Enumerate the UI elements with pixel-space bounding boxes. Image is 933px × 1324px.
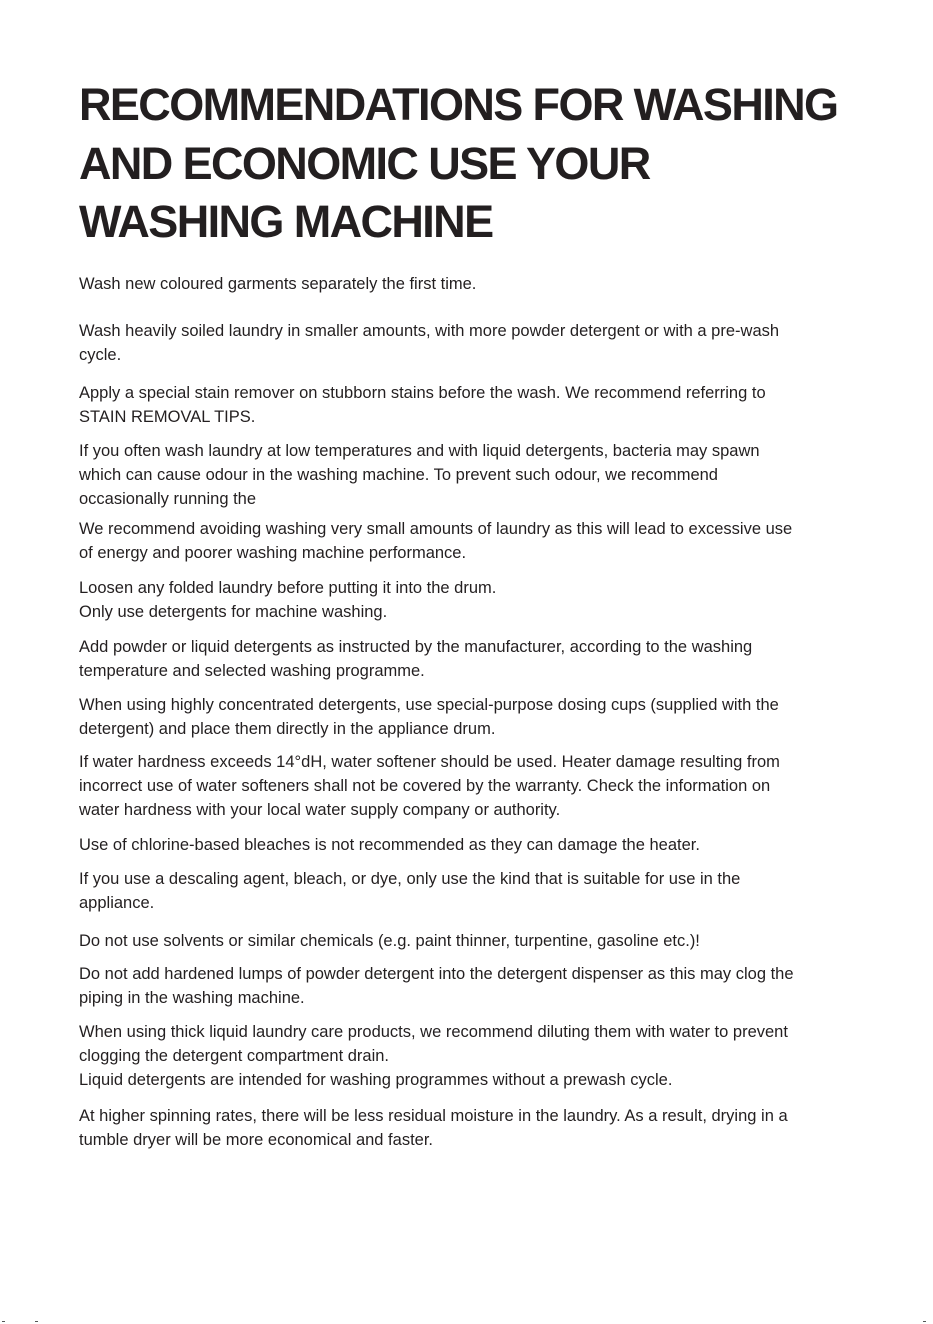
- text-line: Add powder or liquid detergents as instructed by the manufacturer, according to the washing: [79, 638, 753, 656]
- text-line: occasionally running the: [79, 490, 257, 508]
- paragraph-low-temperatures: [79, 439, 869, 511]
- text-line: Use of chlorine-based bleaches is not recommended as they can damage the heater.: [79, 836, 700, 854]
- text-line: tumble dryer will be more economical and faster.: [79, 1131, 433, 1149]
- text-line: Loosen any folded laundry before putting it into the drum.: [79, 579, 497, 597]
- text-line: water hardness with your local water supply company or authority.: [79, 801, 561, 819]
- text-line: At higher spinning rates, there will be less residual moisture in the laundry. As a result, drying in a: [79, 1107, 788, 1125]
- text-line: appliance.: [79, 894, 155, 912]
- text-line: STAIN REMOVAL TIPS.: [79, 408, 256, 426]
- text-line: If you use a descaling agent, bleach, or dye, only use the kind that is suitable for use in the: [79, 870, 741, 888]
- crop-mark-right: [923, 1321, 926, 1322]
- text-line: Wash new coloured garments separately the first time.: [79, 275, 477, 293]
- text-line: temperature and selected washing programme.: [79, 662, 425, 680]
- text-line: piping in the washing machine.: [79, 989, 305, 1007]
- text-line: Only use detergents for machine washing.: [79, 603, 388, 621]
- paragraph-descaling-agent: [79, 867, 869, 915]
- text-line: cycle.: [79, 346, 122, 364]
- text-line: When using highly concentrated detergents, use special-purpose dosing cups (supplied with the: [79, 696, 779, 714]
- paragraph-concentrated-detergents: [79, 693, 869, 741]
- title-line: RECOMMENDATIONS FOR WASHING: [79, 79, 838, 130]
- crop-mark-left: [2, 1321, 5, 1322]
- text-line: which can cause odour in the washing machine. To prevent such odour, we recommend: [79, 466, 718, 484]
- paragraph-thick-liquid: [79, 1020, 869, 1092]
- crop-mark-center-left: [35, 1321, 38, 1322]
- text-line: clogging the detergent compartment drain.: [79, 1047, 390, 1065]
- text-line: of energy and poorer washing machine performance.: [79, 544, 467, 562]
- paragraph-stain-remover: [79, 381, 869, 429]
- text-line: Wash heavily soiled laundry in smaller amounts, with more powder detergent or with a pre-wash: [79, 322, 780, 340]
- title-line: AND ECONOMIC USE YOUR: [79, 137, 650, 189]
- paragraph-chlorine-bleaches: [79, 833, 869, 857]
- paragraph-solvents: [79, 929, 869, 953]
- paragraph-water-hardness: [79, 750, 869, 822]
- paragraph-loosen-laundry: [79, 576, 869, 624]
- text-line: If you often wash laundry at low temperatures and with liquid detergents, bacteria may spawn: [79, 442, 760, 460]
- text-line: Do not add hardened lumps of powder detergent into the detergent dispenser as this may clog the: [79, 965, 794, 983]
- text-line: When using thick liquid laundry care products, we recommend diluting them with water to prevent: [79, 1023, 788, 1041]
- text-line: Do not use solvents or similar chemicals (e.g. paint thinner, turpentine, gasoline etc.)!: [79, 932, 700, 950]
- paragraph-small-amounts: [79, 517, 869, 565]
- text-line: detergent) and place them directly in the appliance drum.: [79, 720, 496, 738]
- paragraph-wash-new-coloured: [79, 272, 869, 296]
- paragraph-hardened-lumps: [79, 962, 869, 1010]
- paragraph-heavily-soiled: [79, 319, 869, 367]
- text-line: We recommend avoiding washing very small amounts of laundry as this will lead to excessive use: [79, 520, 793, 538]
- title-line: WASHING MACHINE: [79, 196, 493, 247]
- text-line: incorrect use of water softeners shall not be covered by the warranty. Check the information on: [79, 777, 771, 795]
- text-line: Apply a special stain remover on stubborn stains before the wash. We recommend referring to: [79, 384, 766, 402]
- text-line: Liquid detergents are intended for washing programmes without a prewash cycle.: [79, 1071, 673, 1089]
- paragraph-add-detergent: [79, 635, 869, 683]
- page-title: [79, 76, 909, 252]
- text-line: If water hardness exceeds 14°dH, water softener should be used. Heater damage resulting from: [79, 753, 780, 771]
- paragraph-spinning-rates: [79, 1104, 869, 1152]
